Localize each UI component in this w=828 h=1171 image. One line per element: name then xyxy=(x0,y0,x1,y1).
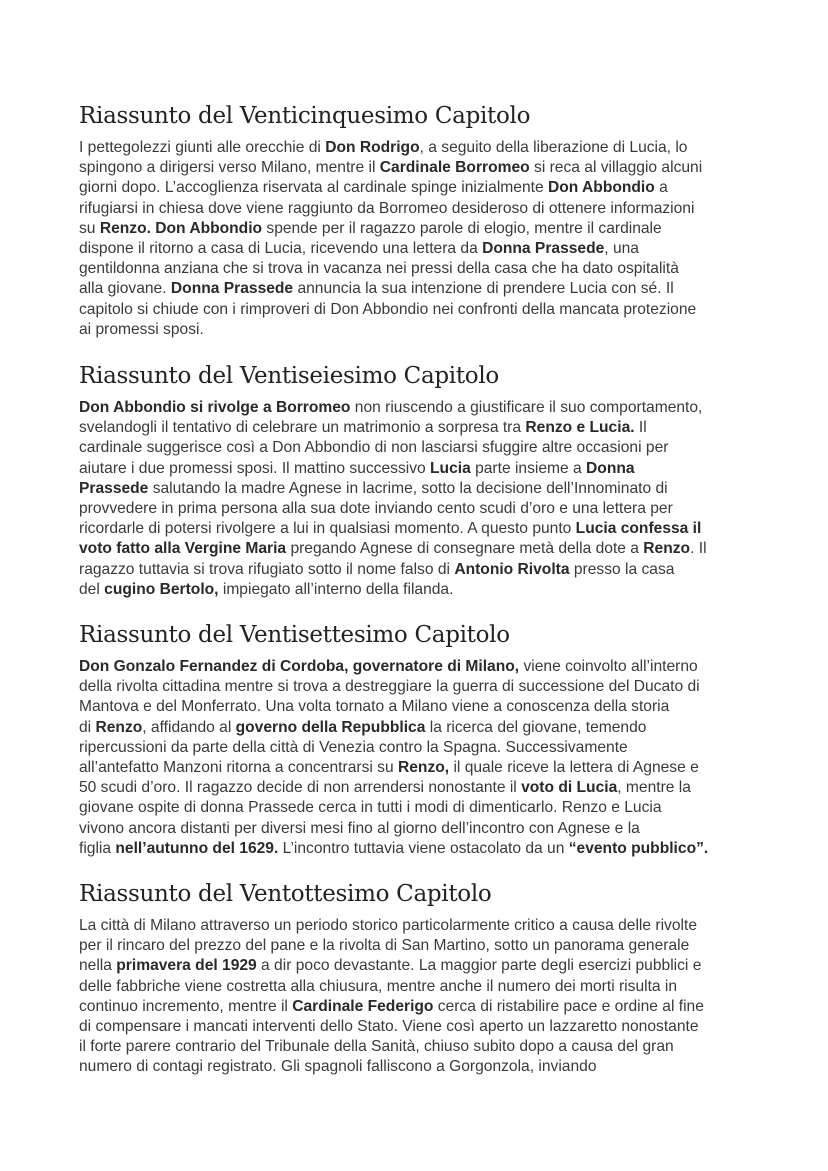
text-run: il forte parere contrario del Tribunale della Sanità, chiuso subito dopo a causa del gran xyxy=(79,1038,674,1056)
text-run: rifugiarsi in chiesa dove viene raggiunto da Borromeo desideroso di ottenere informazioni xyxy=(79,199,695,217)
bold-text: Don Rodrigo xyxy=(325,139,420,156)
bold-text: voto di Lucia xyxy=(521,779,618,797)
text-run: Il xyxy=(634,419,647,437)
bold-text: Don Abbondio xyxy=(547,179,655,197)
section-paragraph xyxy=(79,138,759,340)
section-28 xyxy=(79,879,759,1078)
text-run: per il rincaro del prezzo del pane e la rivolta di San Martino, sotto un panorama generale xyxy=(79,937,690,955)
bold-text: Lucia confessa il xyxy=(575,520,702,538)
text-run: aiutare i due promessi sposi. Il mattino successivo xyxy=(79,459,431,477)
text-line xyxy=(79,459,759,479)
bold-text: Don Gonzalo Fernandez di Cordoba, governatore di Milano, xyxy=(79,658,520,675)
text-run: non riuscendo a giustificare il suo comportamento, xyxy=(350,399,703,416)
text-run: vivono ancora distanti per diversi mesi fino al giorno dell’incontro con Agnese e la xyxy=(79,819,640,837)
section-27 xyxy=(79,620,759,859)
text-run: svelandogli il tentativo di celebrare un matrimonio a sorpresa tra xyxy=(79,419,526,437)
section-heading: Riassunto del Ventiseiesimo Capitolo xyxy=(79,363,499,389)
text-run: , una xyxy=(604,240,639,258)
section-heading: Riassunto del Ventisettesimo Capitolo xyxy=(79,622,510,648)
text-line xyxy=(79,158,759,178)
bold-text: cugino Bertolo, xyxy=(104,580,219,598)
text-line xyxy=(79,1037,759,1057)
bold-text: Renzo xyxy=(95,718,143,736)
text-line xyxy=(79,677,759,697)
bold-text: voto fatto alla Vergine Maria xyxy=(79,540,287,558)
text-line xyxy=(79,657,759,677)
text-line xyxy=(79,398,759,418)
text-run: giovane ospite di donna Prassede cerca in tutti i modi di dimenticarlo. Renzo e Lucia xyxy=(79,799,662,817)
text-run: cerca di ristabilire pace e ordine al fine xyxy=(433,997,704,1015)
text-run: della rivolta cittadina mentre si trova a destreggiare la guerra di successione del Ducato di xyxy=(79,678,700,696)
text-line xyxy=(79,438,759,458)
text-run: di compensare i mancati interventi dello Stato. Viene così aperto un lazzaretto nonostante xyxy=(79,1018,699,1036)
bold-text: nell’autunno del 1629. xyxy=(115,839,279,857)
text-line xyxy=(79,1017,759,1037)
text-line xyxy=(79,580,759,600)
text-run: viene coinvolto all’interno xyxy=(519,658,698,675)
text-run: giorni dopo. L’accoglienza riservata al cardinale spinge inizialmente xyxy=(79,179,548,197)
text-run: del xyxy=(79,580,105,598)
text-line xyxy=(79,997,759,1017)
text-run: ricordarle di potersi rivolgere a lui in qualsiasi momento. A questo punto xyxy=(79,520,576,538)
bold-text: Renzo e Lucia. xyxy=(525,419,635,437)
section-26 xyxy=(79,361,759,600)
text-line xyxy=(79,738,759,758)
section-paragraph xyxy=(79,657,759,859)
text-run: continuo incremento, mentre il xyxy=(79,997,293,1015)
text-run: ai promessi sposi. xyxy=(79,320,204,338)
text-run: 50 scudi d’oro. Il ragazzo decide di non arrendersi nonostante il xyxy=(79,779,522,797)
bold-text: Renzo xyxy=(643,540,691,558)
section-paragraph xyxy=(79,398,759,600)
text-line xyxy=(79,758,759,778)
text-run: dispone il ritorno a casa di Lucia, ricevendo una lettera da xyxy=(79,240,483,258)
text-run: di xyxy=(79,718,96,736)
text-line xyxy=(79,718,759,738)
text-run: cardinale suggerisce così a Don Abbondio di non lasciarsi sfuggire altre occasioni per xyxy=(79,439,669,457)
text-run: il quale riceve la lettera di Agnese e xyxy=(449,759,699,777)
text-line xyxy=(79,977,759,997)
bold-text: Antonio Rivolta xyxy=(454,560,570,578)
text-run: annuncia la sua intenzione di prendere Lucia con sé. Il xyxy=(293,280,674,298)
text-run: all’antefatto Manzoni ritorna a concentrarsi su xyxy=(79,759,398,777)
section-paragraph xyxy=(79,916,759,1078)
text-line xyxy=(79,936,759,956)
bold-text: primavera del 1929 xyxy=(116,957,257,975)
text-run: a xyxy=(654,179,668,197)
text-line xyxy=(79,519,759,539)
text-line xyxy=(79,798,759,818)
text-line xyxy=(79,819,759,839)
text-line xyxy=(79,199,759,219)
text-run: , mentre la xyxy=(617,779,691,797)
text-run: L’incontro tuttavia viene ostacolato da un xyxy=(278,839,569,857)
text-run: . Il xyxy=(690,540,707,558)
text-run: ripercussioni da parte della città di Venezia contro la Spagna. Successivamente xyxy=(79,738,628,756)
text-line xyxy=(79,499,759,519)
text-run: pregando Agnese di consegnare metà della dote a xyxy=(286,540,644,558)
text-line xyxy=(79,259,759,279)
text-run: salutando la madre Agnese in lacrime, sotto la decisione dell’Innominato di xyxy=(148,479,668,497)
text-line xyxy=(79,916,759,936)
bold-text: Renzo. Don Abbondio xyxy=(99,219,263,237)
bold-text: Renzo, xyxy=(397,759,450,777)
text-run: , a seguito della liberazione di Lucia, lo xyxy=(419,139,688,156)
text-run: provvedere in prima persona alla sua dote inviando cento scudi d’oro e una lettera per xyxy=(79,500,673,518)
text-run: impiegato all’interno della filanda. xyxy=(218,580,454,598)
text-line xyxy=(79,839,759,859)
text-run: alla giovane. xyxy=(79,280,171,298)
text-run: su xyxy=(79,219,100,237)
text-run: I pettegolezzi giunti alle orecchie di xyxy=(79,139,326,156)
text-run: delle fabbriche viene costretta alla chiusura, mentre anche il numero dei morti risulta in xyxy=(79,977,678,995)
section-25 xyxy=(79,101,759,340)
text-line xyxy=(79,279,759,299)
text-run: parte insieme a xyxy=(470,459,587,477)
text-run: figlia xyxy=(79,839,116,857)
text-run: a dir poco devastante. La maggior parte degli esercizi pubblici e xyxy=(256,957,702,975)
text-line xyxy=(79,1057,759,1077)
section-heading: Riassunto del Ventottesimo Capitolo xyxy=(79,881,492,907)
bold-text: Cardinale Federigo xyxy=(292,997,434,1015)
section-heading: Riassunto del Venticinquesimo Capitolo xyxy=(79,103,531,129)
text-run: la ricerca del giovane, temendo xyxy=(425,718,647,736)
text-run: La città di Milano attraverso un periodo storico particolarmente critico a causa delle rivolte xyxy=(79,917,697,934)
text-line xyxy=(79,418,759,438)
bold-text: Donna xyxy=(586,459,635,477)
text-line xyxy=(79,956,759,976)
text-line xyxy=(79,219,759,239)
bold-text: “evento pubblico”. xyxy=(568,839,709,857)
text-run: Mantova e del Monferrato. Una volta tornato a Milano viene a conoscenza della storia xyxy=(79,698,670,716)
text-run: , affidando al xyxy=(142,718,236,736)
text-run: numero di contagi registrato. Gli spagnoli falliscono a Gorgonzola, inviando xyxy=(79,1058,597,1076)
text-line xyxy=(79,778,759,798)
text-run: capitolo si chiude con i rimproveri di Don Abbondio nei confronti della mancata protezione xyxy=(79,300,697,318)
text-run: si reca al villaggio alcuni xyxy=(529,159,703,177)
text-run: spende per il ragazzo parole di elogio, mentre il cardinale xyxy=(262,219,662,237)
text-run: nella xyxy=(79,957,117,975)
bold-text: Prassede xyxy=(79,479,149,497)
bold-text: governo della Repubblica xyxy=(235,718,426,736)
text-line xyxy=(79,138,759,158)
bold-text: Cardinale Borromeo xyxy=(379,159,530,177)
text-line xyxy=(79,560,759,580)
bold-text: Don Abbondio si rivolge a Borromeo xyxy=(79,399,351,416)
text-line xyxy=(79,239,759,259)
text-line xyxy=(79,178,759,198)
text-run: gentildonna anziana che si trova in vacanza nei pressi della casa che ha dato ospitalità xyxy=(79,260,679,278)
bold-text: Donna Prassede xyxy=(482,240,605,258)
text-line xyxy=(79,320,759,340)
text-run: presso la casa xyxy=(569,560,675,578)
bold-text: Donna Prassede xyxy=(170,280,294,298)
bold-text: Lucia xyxy=(430,459,471,477)
text-line xyxy=(79,697,759,717)
text-run: spingono a dirigersi verso Milano, mentre il xyxy=(79,159,380,177)
text-line xyxy=(79,539,759,559)
text-run: ragazzo tuttavia si trova rifugiato sotto il nome falso di xyxy=(79,560,455,578)
text-line xyxy=(79,300,759,320)
text-line xyxy=(79,479,759,499)
